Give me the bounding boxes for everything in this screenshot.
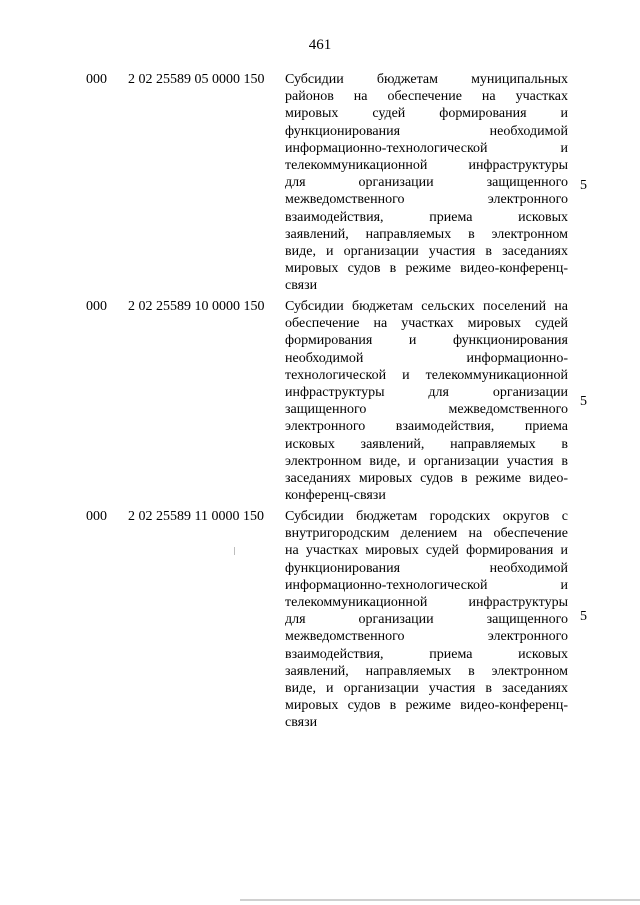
description-line: конференц-связи: [285, 488, 386, 504]
description-line: электронного взаимодействия, приема: [285, 419, 568, 435]
admin-code: 000: [86, 299, 107, 314]
row-amount: 5: [580, 394, 587, 409]
description-line: инфраструктуры для организации: [285, 385, 568, 401]
description-line: связи: [285, 278, 318, 294]
description-line: районов на обеспечение на участках: [285, 89, 568, 105]
description-line: взаимодействия, приема исковых: [285, 209, 568, 225]
description-line: заседаниях мировых судов в режиме видео-: [285, 471, 568, 487]
description-line: мировых судей формирования и: [285, 106, 568, 122]
description-line: обеспечение на участках мировых судей: [285, 316, 568, 332]
description-line: необходимой информационно-: [285, 350, 568, 366]
row-description: [285, 71, 568, 295]
description-line: телекоммуникационной инфраструктуры: [285, 595, 568, 611]
classification-code: 2 02 25589 10 0000 150: [128, 299, 265, 314]
row-amount: 5: [580, 178, 587, 193]
description-line: формирования и функционирования: [285, 333, 568, 349]
description-line: мировых судов в режиме видео-конференц-: [285, 261, 568, 277]
description-line: защищенного межведомственного: [285, 402, 568, 418]
description-line: виде, и организации участия в заседаниях: [285, 244, 568, 260]
scan-artifact: [234, 547, 235, 555]
description-line: заявлений, направляемых в электронном: [285, 663, 568, 679]
description-line: электронном виде, и организации участия в: [285, 453, 568, 469]
description-line: Субсидии бюджетам муниципальных: [285, 72, 568, 87]
description-line: межведомственного электронного: [285, 629, 568, 645]
description-line: для организации защищенного: [285, 175, 568, 191]
description-line: заявлений, направляемых в электронном: [285, 226, 568, 242]
description-line: информационно-технологической и: [285, 140, 568, 156]
admin-code: 000: [86, 509, 107, 524]
row-description: [285, 298, 568, 504]
description-line: виде, и организации участия в заседаниях: [285, 681, 568, 697]
description-line: межведомственного электронного: [285, 192, 568, 208]
description-line: телекоммуникационной инфраструктуры: [285, 158, 568, 174]
description-line: на участках мировых судей формирования и: [285, 543, 568, 559]
description-line: исковых заявлений, направляемых в: [285, 436, 568, 452]
description-line: функционирования необходимой: [285, 123, 568, 139]
description-line: технологической и телекоммуникационной: [285, 367, 568, 383]
admin-code: 000: [86, 72, 107, 87]
classification-code: 2 02 25589 11 0000 150: [128, 509, 264, 524]
description-line: связи: [285, 715, 318, 731]
description-line: мировых судов в режиме видео-конференц-: [285, 698, 568, 714]
description-line: функционирования необходимой: [285, 560, 568, 576]
description-line: информационно-технологической и: [285, 577, 568, 593]
scan-edge: [240, 899, 640, 901]
description-line: для организации защищенного: [285, 612, 568, 628]
row-description: [285, 508, 568, 732]
description-line: взаимодействия, приема исковых: [285, 646, 568, 662]
page-number: 461: [308, 37, 332, 53]
classification-code: 2 02 25589 05 0000 150: [128, 72, 265, 87]
description-line: Субсидии бюджетам сельских поселений на: [285, 299, 568, 314]
row-amount: 5: [580, 609, 587, 624]
description-line: внутригородским делением на обеспечение: [285, 526, 568, 542]
description-line: Субсидии бюджетам городских округов с: [285, 509, 568, 524]
